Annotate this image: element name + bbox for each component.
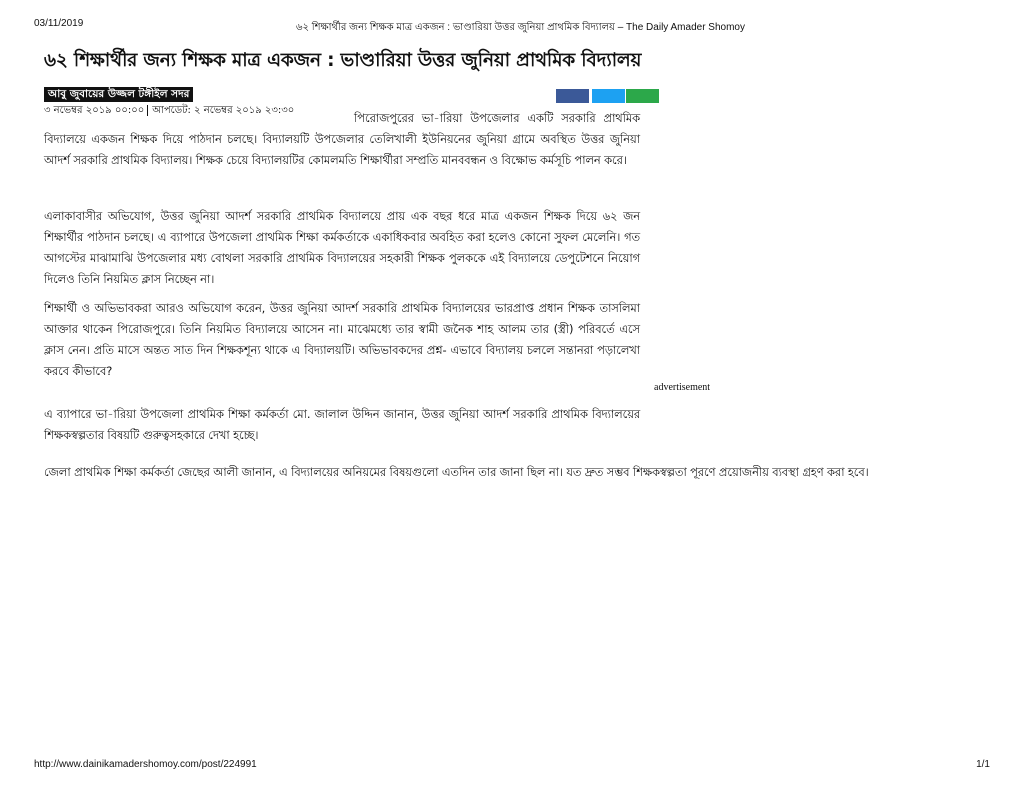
print-footer-url: http://www.dainikamadershomoy.com/post/224991 (34, 759, 257, 770)
facebook-share-icon[interactable] (556, 89, 589, 103)
updated-date: আপডেট: ২ নভেম্বর ২০১৯ ২৩:৩০ (152, 105, 295, 116)
article-paragraph-1: পিরোজপুরের ভা-ারিয়া উপজেলার একটি সরকারি প্রাথমিক বিদ্যালয়ে একজন শিক্ষক দিয়ে পাঠদান চলছে। বিদ্যালয়টি উপজেলার তেলিখালী ইউনিয়নের জুনিয়া গ্রামে অবস্থিত উত্তর জুনিয়া আদর্শ সরকারি প্রাথমিক বিদ্যালয়। শিক্ষক চেয়ে বিদ্যালয়টির কোমলমতি শিক্ষার্থীরা সম্প্রতি মানববন্ধন ও বিক্ষোভ কর্মসূচি পালন করে। (44, 111, 640, 167)
article-paragraph-3: শিক্ষার্থী ও অভিভাবকরা আরও অভিযোগ করেন, উত্তর জুনিয়া আদর্শ সরকারি প্রাথমিক বিদ্যালয়ের ভারপ্রাপ্ত প্রধান শিক্ষক তাসলিমা আক্তার থাকেন পিরোজপুরে। তিনি নিয়মিত বিদ্যালয়ে আসেন না। মাঝেমধ্যে তার স্বামী জনৈক শাহ আলম তার (স্ত্রী) পরিবর্তে এসে ক্লাস নেন। প্রতি মাসে অন্তত সাত দিন শিক্ষকশূন্য থাকে এ বিদ্যালয়টি। অভিভাবকদের প্রশ্ন- এভাবে বিদ্যালয় চললে সন্তানরা পড়ালেখা করবে কীভাবে? (44, 301, 640, 378)
article-headline: ৬২ শিক্ষার্থীর জন্য শিক্ষক মাত্র একজন : ভাণ্ডারিয়া উত্তর জুনিয়া প্রাথমিক বিদ্যালয় (44, 50, 642, 71)
print-page-number: 1/1 (976, 759, 990, 770)
article-paragraph-5: জেলা প্রাথমিক শিক্ষা কর্মকর্তা জেছের আলী জানান, এ বিদ্যালয়ের অনিয়মের বিষয়গুলো এতদিন তার জানা ছিল না। যত দ্রুত সম্ভব শিক্ষকস্বল্পতা পূরণে প্রয়োজনীয় ব্যবস্থা গ্রহণ করা হবে। (44, 465, 869, 479)
article-paragraph-2: এলাকাবাসীর অভিযোগ, উত্তর জুনিয়া আদর্শ সরকারি প্রাথমিক বিদ্যালয়ে প্রায় এক বছর ধরে মাত্র একজন শিক্ষক দিয়ে ৬২ জন শিক্ষার্থীর পাঠদান চলছে। এ ব্যাপারে উপজেলা প্রাথমিক শিক্ষা কর্মকর্তাকে একাধিকবার অবহিত করা হলেও কোনো সুফল মেলেনি। গত আগস্টের মাঝামাঝি উপজেলার মধ্য বোথলা সরকারি প্রাথমিক বিদ্যালয়ের সহকারী শিক্ষক পুলককে এই বিদ্যালয়ে ডেপুটেশনে নিয়োগ দিলেও তিনি নিয়মিত ক্লাস নিচ্ছেন না। (44, 209, 640, 286)
whatsapp-share-icon[interactable] (626, 89, 659, 103)
twitter-share-icon[interactable] (592, 89, 625, 103)
print-page-title: ৬২ শিক্ষার্থীর জন্য শিক্ষক মাত্র একজন : ভাণ্ডারিয়া উত্তর জুনিয়া প্রাথমিক বিদ্যালয় – The Daily Amader Shomoy (296, 22, 745, 33)
author-badge[interactable]: আবু জুবায়ের উজ্জল টঙ্গীইল সদর (44, 87, 193, 102)
published-date: ৩ নভেম্বর ২০১৯ ০০:০০ (44, 105, 145, 116)
article-paragraph-4: এ ব্যাপারে ভা-ারিয়া উপজেলা প্রাথমিক শিক্ষা কর্মকর্তা মো. জালাল উদ্দিন জানান, উত্তর জুনিয়া আদর্শ সরকারি প্রাথমিক বিদ্যালয়ের শিক্ষকস্বল্পতার বিষয়টি গুরুত্বসহকারে দেখা হচ্ছে। (44, 407, 640, 442)
print-date: 03/11/2019 (34, 18, 84, 29)
advertisement-label: advertisement (654, 382, 711, 393)
